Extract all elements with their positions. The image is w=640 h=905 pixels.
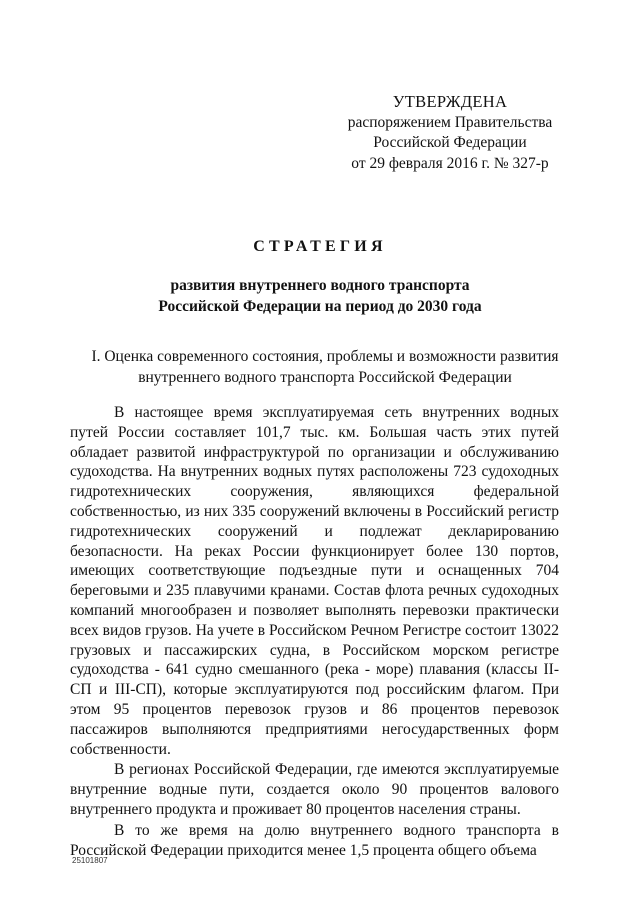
approval-line-3: от 29 февраля 2016 г. № 327-р	[351, 154, 549, 172]
section-heading-line-1: I. Оценка современного состояния, проблемы и возможности развития	[91, 348, 559, 365]
document-code: 25101807	[72, 856, 108, 865]
paragraph-2: В регионах Российской Федерации, где имеются эксплуатируемые внутренние водные пути, создается около 90 процентов валового внутреннего продукта и проживает 80 процентов населения страны.	[70, 761, 559, 818]
approval-line-1: распоряжением Правительства	[347, 113, 553, 131]
subtitle-line-2: Российской Федерации на период до 2030 года	[158, 298, 482, 315]
document-subtitle	[60, 275, 580, 317]
body-text	[70, 403, 559, 860]
section-heading	[60, 346, 590, 388]
section-heading-line-2: внутреннего водного транспорта Российской Федерации	[138, 369, 512, 386]
subtitle-line-1: развития внутреннего водного транспорта	[170, 277, 470, 294]
paragraph-1: В настоящее время эксплуатируемая сеть внутренних водных путей России составляет 101,7 тыс. км. Большая часть этих путей обладает развитой инфраструктурой по организации и обслуживанию судоходства. На внутренних водных путях расположены 723 судоходных гидротехнических сооружения, являющихся федеральной собственностью, из них 335 сооружений включены в Российский регистр гидротехнических сооружений и подлежат декларированию безопасности. На реках России функционирует более 130 портов, имеющих соответствующие подъездные пути и оснащенных 704 береговыми и 235 плавучими кранами. Состав флота речных судоходных компаний многообразен и позволяет выполнять перевозки практически всех видов грузов. На учете в Российском Речном Регистре состоит 13022 грузовых и пассажирских судна, в Российском морском регистре судоходства - 641 судно смешанного (река - море) плавания (классы II-СП и III-СП), которые эксплуатируются под российским флагом. При этом 95 процентов перевозок грузов и 86 процентов перевозок пассажиров выполняются предприятиями негосударственных форм собственности.	[70, 404, 559, 758]
approval-line-2: Российской Федерации	[373, 134, 527, 151]
paragraph-3: В то же время на долю внутреннего водного транспорта в Российской Федерации приходится менее 1,5 процента общего объема	[70, 821, 559, 859]
document-title: СТРАТЕГИЯ	[253, 238, 387, 255]
approval-heading: УТВЕРЖДЕНА	[392, 92, 508, 111]
approval-block	[330, 92, 570, 174]
